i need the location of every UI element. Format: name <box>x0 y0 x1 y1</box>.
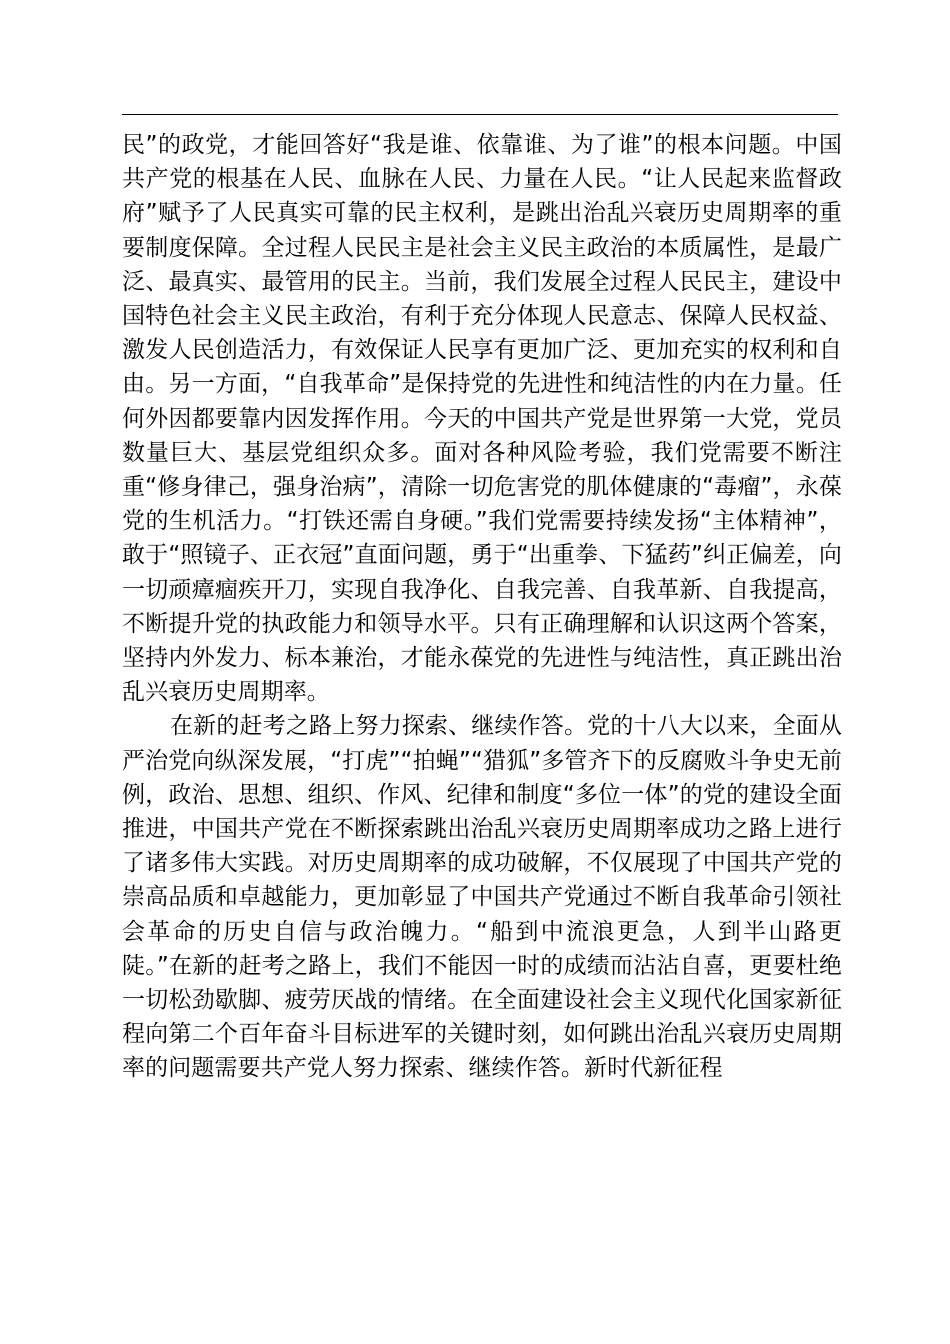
document-body <box>122 128 842 1086</box>
paragraph-continuation: 民”的政党，才能回答好“我是谁、依靠谁、为了谁”的根本问题。中国共产党的根基在人民、血脉在人民、力量在人民。“让人民起来监督政府”赋予了人民真实可靠的民主权利，是跳出治乱兴衰历史周期率的重要制度保障。全过程人民民主是社会主义民主政治的本质属性，是最广泛、最真实、最管用的民主。当前，我们发展全过程人民民主，建设中国特色社会主义民主政治，有利于充分体现人民意志、保障人民权益、激发人民创造活力，有效保证人民享有更加广泛、更加充实的权利和自由。另一方面，“自我革命”是保持党的先进性和纯洁性的内在力量。任何外因都要靠内因发挥作用。今天的中国共产党是世界第一大党，党员数量巨大、基层党组织众多。面对各种风险考验，我们党需要不断注重“修身律己，强身治病”，清除一切危害党的肌体健康的“毒瘤”，永葆党的生机活力。“打铁还需自身硬。”我们党需要持续发扬“主体精神”，敢于“照镜子、正衣冠”直面问题，勇于“出重拳、下猛药”纠正偏差，向一切顽瘴痼疾开刀，实现自我净化、自我完善、自我革新、自我提高，不断提升党的执政能力和领导水平。只有正确理解和认识这两个答案，坚持内外发力、标本兼治，才能永葆党的先进性与纯洁性，真正跳出治乱兴衰历史周期率。 <box>122 132 842 706</box>
paragraph-new-exam-road: 在新的赶考之路上努力探索、继续作答。党的十八大以来，全面从严治党向纵深发展，“打虎”“拍蝇”“猎狐”多管齐下的反腐败斗争史无前例，政治、思想、组织、作风、纪律和制度“多位一体”的党的建设全面推进，中国共产党在不断探索跳出治乱兴衰历史周期率成功之路上进行了诸多伟大实践。对历史周期率的成功破解，不仅展现了中国共产党的崇高品质和卓越能力，更加彰显了中国共产党通过不断自我革命引领社会革命的历史自信与政治魄力。“船到中流浪更急，人到半山路更陡。”在新的赶考之路上，我们不能因一时的成绩而沾沾自喜，更要杜绝一切松劲歇脚、疲劳厌战的情绪。在全面建设社会主义现代化国家新征程向第二个百年奋斗目标进军的关键时刻，如何跳出治乱兴衰历史周期率的问题需要共产党人努力探索、继续作答。新时代新征程 <box>122 713 842 1082</box>
header-rule <box>122 114 838 115</box>
